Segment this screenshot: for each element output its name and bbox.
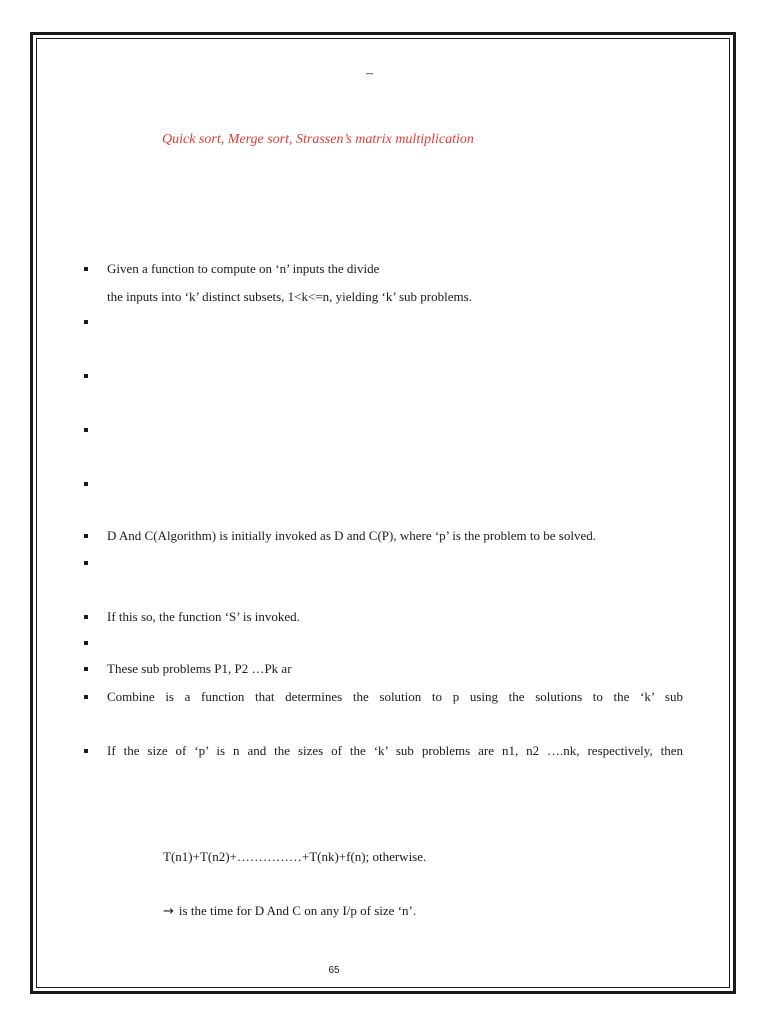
bullet-marker: [84, 320, 88, 324]
right-arrow-icon: →: [163, 904, 174, 919]
bullet-marker: [84, 641, 88, 645]
topic-subtitle: Quick sort, Merge sort, Strassen’s matrix multiplication: [162, 132, 474, 147]
bullet-marker: [84, 749, 88, 753]
bullet-marker: [84, 374, 88, 378]
bullet-continuation: the inputs into ‘k’ distinct subsets, 1<k<=n, yielding ‘k’ sub problems.: [107, 289, 472, 304]
recurrence-note: [163, 902, 416, 921]
bullet-marker: [84, 428, 88, 432]
header-dash: –: [366, 66, 373, 81]
bullet-marker: [84, 267, 88, 271]
bullet-text: Given a function to compute on ‘n’ inputs the divide: [107, 261, 380, 276]
bullet-text: D And C(Algorithm) is initially invoked as D and C(P), where ‘p’ is the problem to be solved.: [107, 528, 596, 543]
bullet-marker: [84, 615, 88, 619]
recurrence-formula: T(n1)+T(n2)+……………+T(nk)+f(n); otherwise.: [163, 849, 427, 864]
recurrence-note-text: is the time for D And C on any I/p of size ‘n’.: [178, 903, 417, 918]
bullet-marker: [84, 695, 88, 699]
bullet-text: If this so, the function ‘S’ is invoked.: [107, 609, 300, 624]
bullet-text: If the size of ‘p’ is n and the sizes of the ‘k’ sub problems are n1, n2 ….nk, respectively, then: [107, 743, 683, 758]
bullet-marker: [84, 534, 88, 538]
bullet-marker: [84, 561, 88, 565]
bullet-marker: [84, 667, 88, 671]
bullet-text: Combine is a function that determines the solution to p using the solutions to the ‘k’ sub: [107, 689, 683, 704]
page-number: 65: [328, 965, 340, 976]
bullet-marker: [84, 482, 88, 486]
bullet-text: These sub problems P1, P2 …Pk ar: [107, 661, 292, 676]
